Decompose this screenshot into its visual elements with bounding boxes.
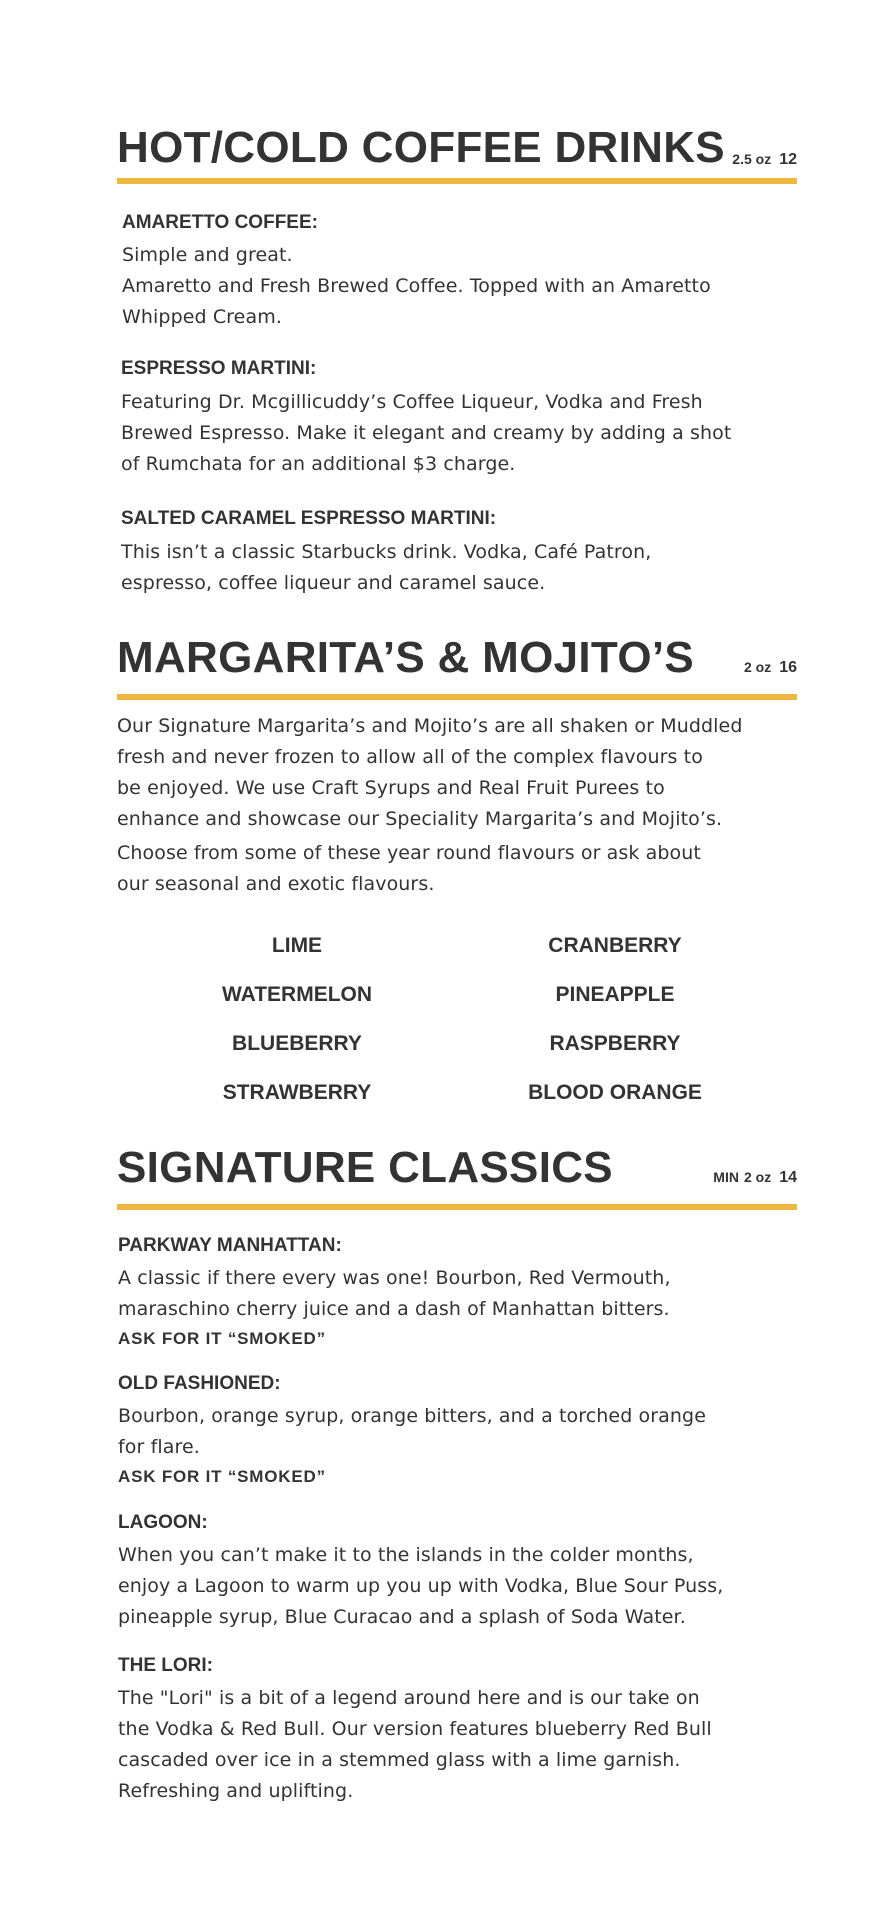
classics-portion: 2 oz — [743, 1169, 772, 1185]
margaritas-section-title: MARGARITA’S & MOJITO’S — [117, 633, 695, 682]
margaritas-portion: 2 oz — [743, 659, 772, 675]
ask-smoked-note: ASK FOR IT “SMOKED” — [118, 1329, 326, 1348]
menu-item-description — [118, 1540, 798, 1633]
description-line: Simple and great. — [122, 244, 293, 266]
flavour-item: WATERMELON — [221, 983, 373, 1006]
description-line: Brewed Espresso. Make it elegant and creamy by adding a shot — [121, 422, 732, 444]
flavour-item: RASPBERRY — [549, 1032, 681, 1055]
description-line: This isn’t a classic Starbucks drink. Vodka, Café Patron, — [121, 541, 652, 563]
description-line: Whipped Cream. — [122, 306, 282, 328]
menu-item-description — [118, 1401, 798, 1463]
coffee-section-header — [117, 120, 797, 184]
intro-line: our seasonal and exotic flavours. — [117, 873, 435, 895]
menu-item-name: PARKWAY MANHATTAN: — [118, 1235, 342, 1256]
description-line: the Vodka & Red Bull. Our version features blueberry Red Bull — [118, 1718, 712, 1740]
menu-item-description — [122, 240, 802, 333]
intro-line: Our Signature Margarita’s and Mojito’s are all shaken or Muddled — [117, 715, 743, 737]
margaritas-price: 16 — [779, 659, 797, 676]
classics-section-header — [117, 1140, 797, 1210]
menu-item-name: ESPRESSO MARTINI: — [121, 358, 317, 379]
coffee-portion: 2.5 oz — [732, 151, 772, 167]
classics-section-title: SIGNATURE CLASSICS — [117, 1143, 613, 1192]
menu-item-description — [121, 387, 801, 480]
description-line: When you can’t make it to the islands in the colder months, — [118, 1544, 694, 1566]
description-line: for flare. — [118, 1436, 200, 1458]
menu-item-description — [118, 1263, 798, 1325]
classics-price: 14 — [779, 1169, 797, 1186]
description-line: Bourbon, orange syrup, orange bitters, and a torched orange — [118, 1405, 706, 1427]
intro-line: Choose from some of these year round flavours or ask about — [117, 842, 701, 864]
description-line: A classic if there every was one! Bourbon, Red Vermouth, — [118, 1267, 671, 1289]
classics-portion-prefix: MIN — [713, 1169, 739, 1185]
flavour-item: LIME — [271, 934, 323, 957]
description-line: espresso, coffee liqueur and caramel sauce. — [121, 572, 546, 594]
intro-line: enhance and showcase our Speciality Margarita’s and Mojito’s. — [117, 808, 723, 830]
flavour-item: PINEAPPLE — [555, 983, 675, 1006]
margaritas-section-header — [117, 628, 797, 700]
coffee-section-price — [732, 152, 797, 168]
coffee-price: 12 — [779, 151, 797, 168]
description-line: Refreshing and uplifting. — [118, 1780, 354, 1802]
menu-item-name: AMARETTO COFFEE: — [122, 212, 318, 233]
ask-smoked-note: ASK FOR IT “SMOKED” — [118, 1467, 326, 1486]
menu-item-name: SALTED CARAMEL ESPRESSO MARTINI: — [121, 508, 497, 529]
description-line: cascaded over ice in a stemmed glass with a lime garnish. — [118, 1749, 681, 1771]
description-line: Featuring Dr. Mcgillicuddy’s Coffee Liqueur, Vodka and Fresh — [121, 391, 703, 413]
margaritas-section-price — [744, 660, 797, 676]
classics-section-price — [713, 1170, 797, 1186]
menu-item-name: THE LORI: — [118, 1655, 213, 1676]
menu-item-description — [121, 537, 801, 599]
description-line: The "Lori" is a bit of a legend around here and is our take on — [118, 1687, 700, 1709]
coffee-section-title: HOT/COLD COFFEE DRINKS — [117, 123, 725, 172]
margaritas-intro — [117, 711, 797, 900]
description-line: Amaretto and Fresh Brewed Coffee. Topped with an Amaretto — [122, 275, 711, 297]
description-line: of Rumchata for an additional $3 charge. — [121, 453, 516, 475]
flavour-item: BLOOD ORANGE — [528, 1081, 702, 1104]
intro-line: be enjoyed. We use Craft Syrups and Real Fruit Purees to — [117, 777, 665, 799]
flavour-item: BLUEBERRY — [232, 1032, 362, 1055]
flavour-item: STRAWBERRY — [222, 1081, 372, 1104]
menu-item-name: OLD FASHIONED: — [118, 1373, 281, 1394]
menu-item-name: LAGOON: — [118, 1512, 208, 1533]
intro-line: fresh and never frozen to allow all of the complex flavours to — [117, 746, 703, 768]
description-line: maraschino cherry juice and a dash of Manhattan bitters. — [118, 1298, 670, 1320]
description-line: pineapple syrup, Blue Curacao and a splash of Soda Water. — [118, 1606, 686, 1628]
description-line: enjoy a Lagoon to warm up you up with Vodka, Blue Sour Puss, — [118, 1575, 724, 1597]
flavour-item: CRANBERRY — [548, 934, 682, 957]
menu-item-description — [118, 1683, 798, 1807]
